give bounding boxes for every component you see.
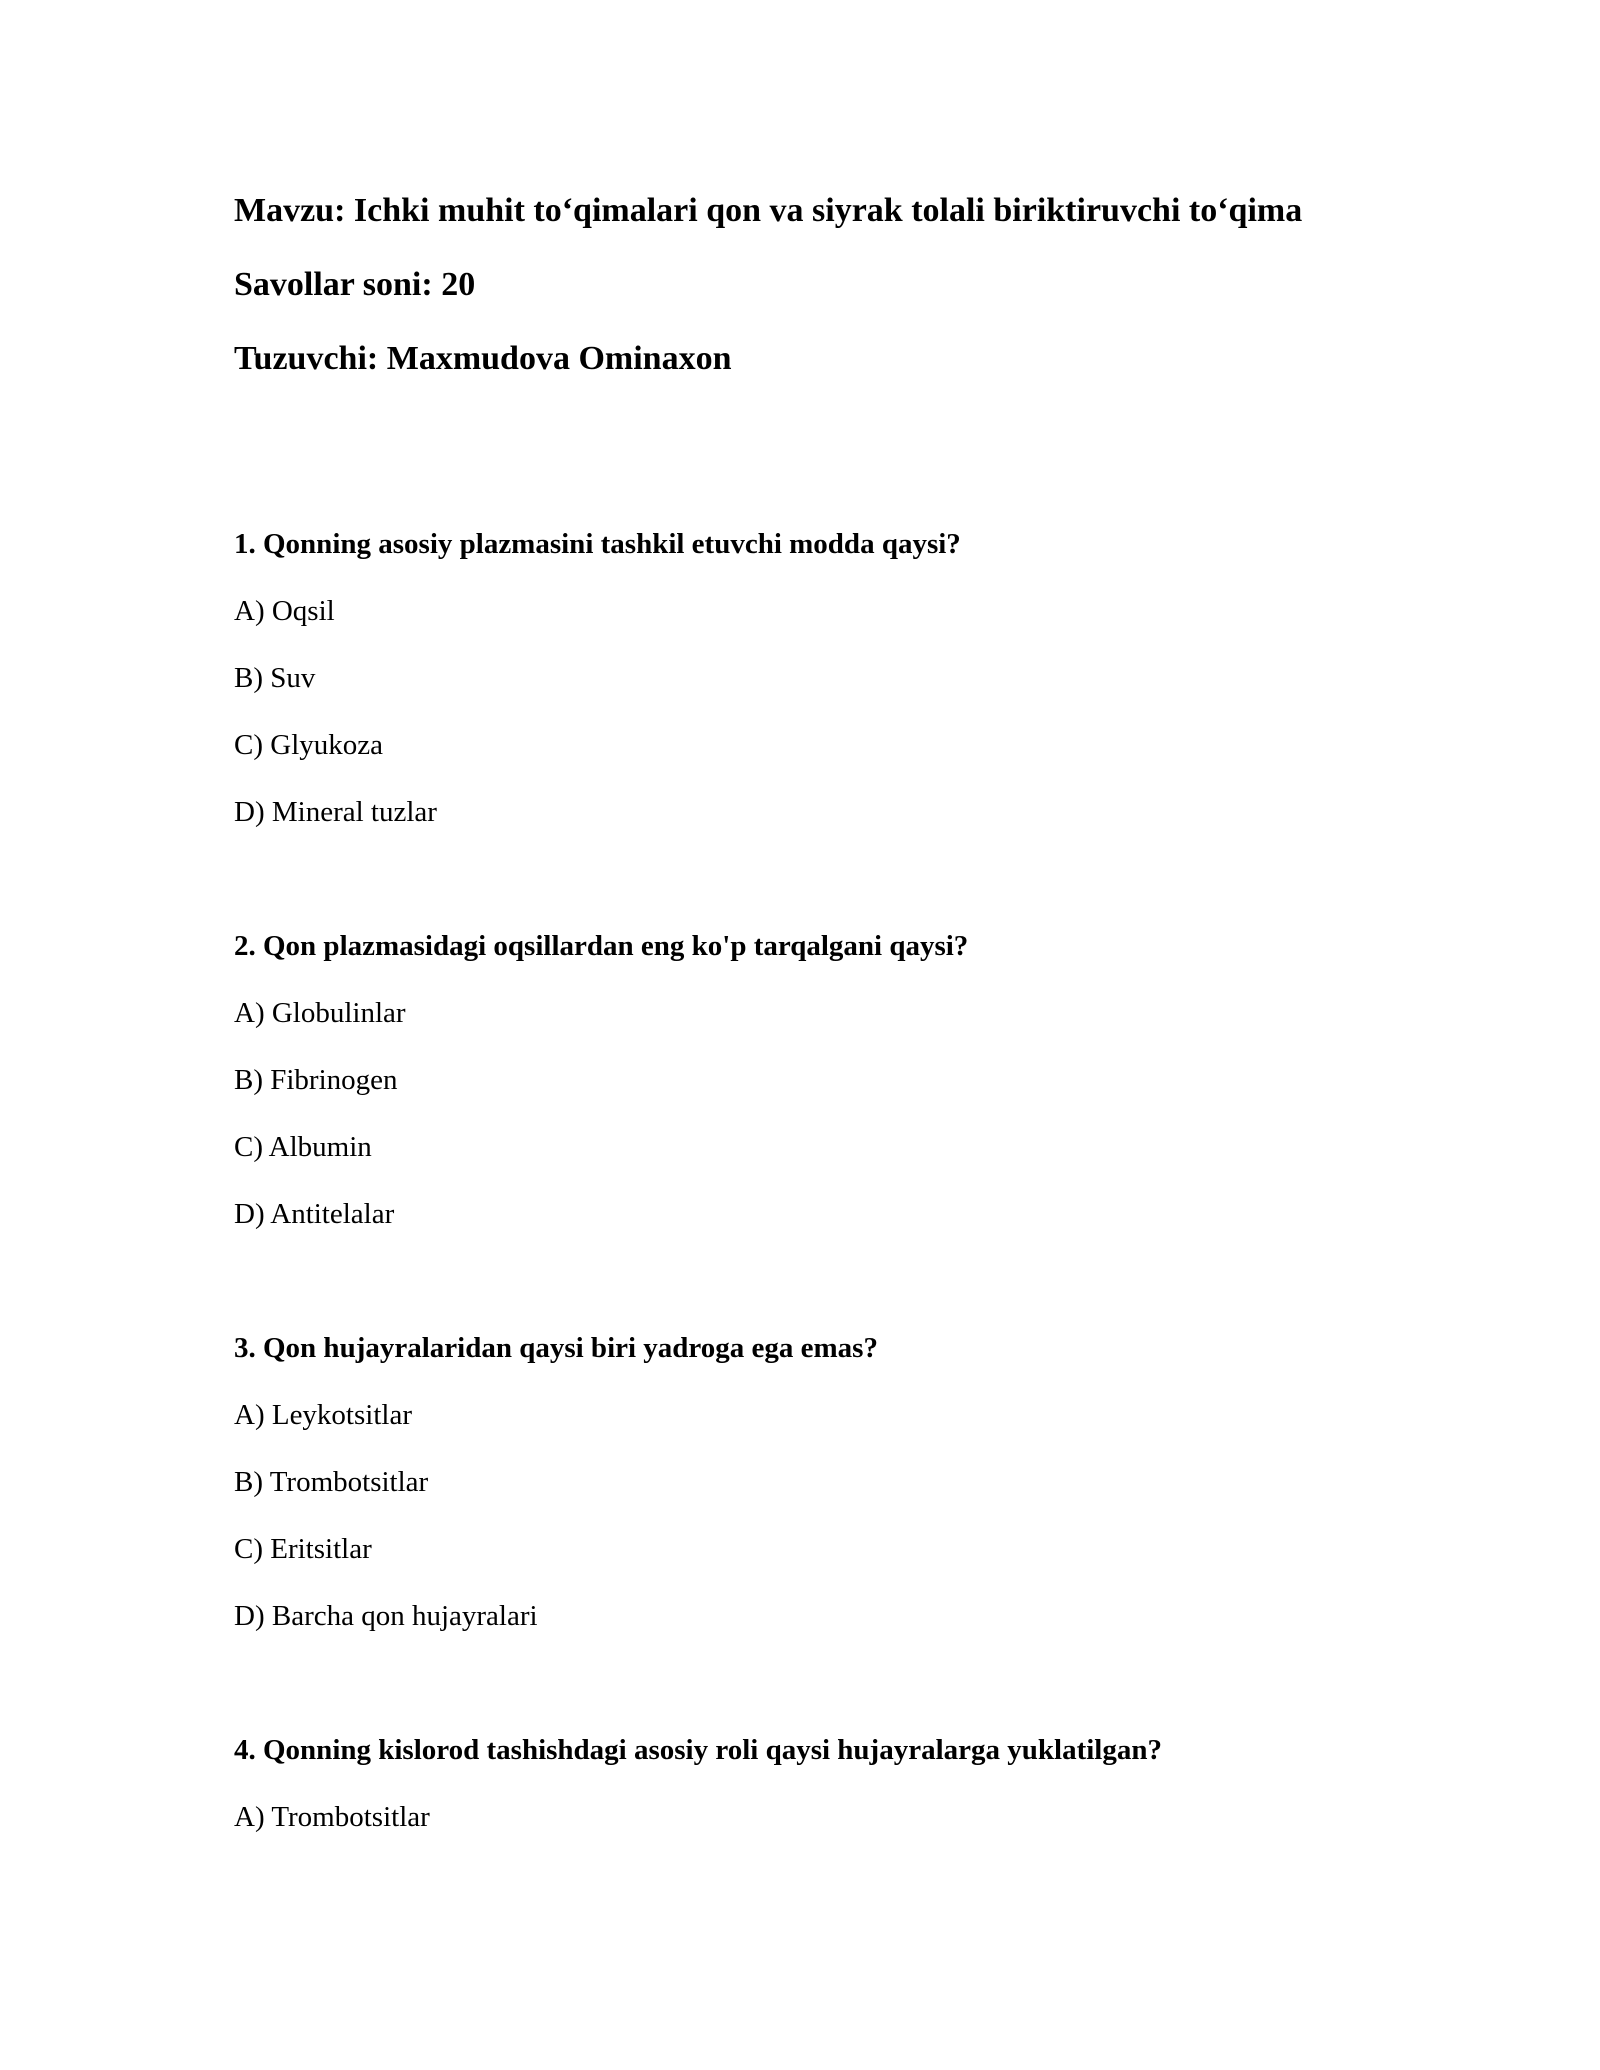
answer-option: C) Eritsitlar	[234, 1533, 372, 1565]
answer-option: D) Barcha qon hujayralari	[234, 1600, 538, 1632]
question-block	[234, 1730, 1334, 1837]
answer-option: C) Albumin	[234, 1131, 372, 1163]
answer-option: A) Oqsil	[234, 595, 335, 627]
answer-option: A) Globulinlar	[234, 997, 406, 1029]
question-count: Savollar soni: 20	[234, 266, 476, 303]
question-block	[234, 1328, 1334, 1636]
question-text: 3. Qon hujayralaridan qaysi biri yadroga ega emas?	[234, 1332, 878, 1364]
author-line: Tuzuvchi: Maxmudova Ominaxon	[234, 340, 732, 377]
question-block	[234, 926, 1334, 1234]
document-title: Mavzu: Ichki muhit to‘qimalari qon va siyrak tolali biriktiruvchi to‘qima	[234, 192, 1303, 229]
answer-option: A) Leykotsitlar	[234, 1399, 412, 1431]
document-header	[234, 186, 1314, 383]
answer-option: D) Mineral tuzlar	[234, 796, 437, 828]
answer-option: B) Fibrinogen	[234, 1064, 398, 1096]
answer-option: B) Suv	[234, 662, 316, 694]
question-text: 1. Qonning asosiy plazmasini tashkil etuvchi modda qaysi?	[234, 528, 961, 560]
question-text: 4. Qonning kislorod tashishdagi asosiy roli qaysi hujayralarga yuklatilgan?	[234, 1734, 1162, 1766]
answer-option: A) Trombotsitlar	[234, 1801, 430, 1833]
answer-option: C) Glyukoza	[234, 729, 383, 761]
answer-option: B) Trombotsitlar	[234, 1466, 429, 1498]
question-text: 2. Qon plazmasidagi oqsillardan eng ko'p tarqalgani qaysi?	[234, 930, 969, 962]
answer-option: D) Antitelalar	[234, 1198, 395, 1230]
question-block	[234, 524, 1334, 832]
